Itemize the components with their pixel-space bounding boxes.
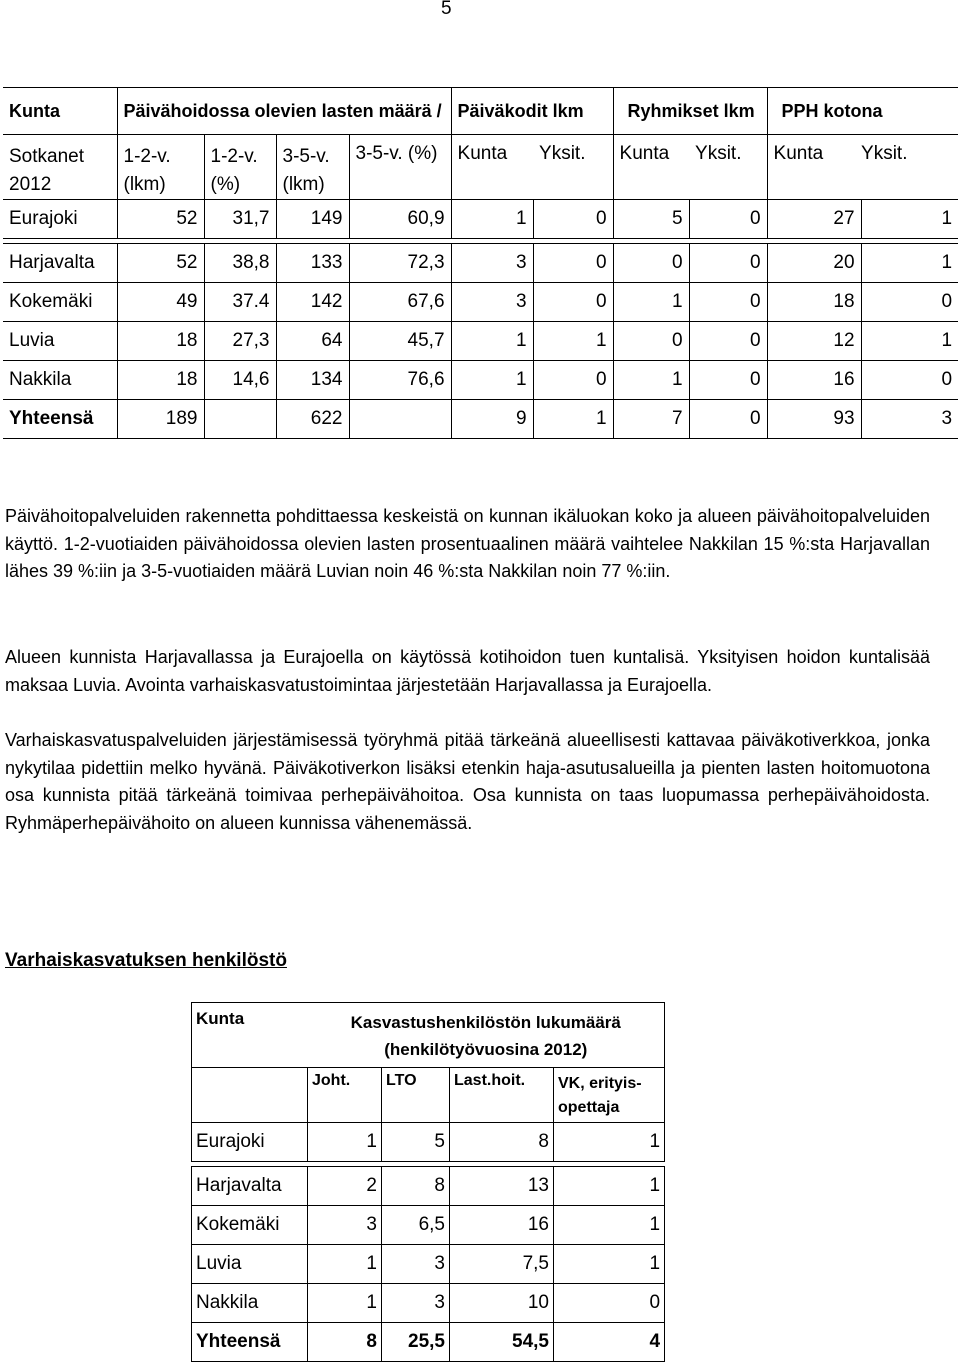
staff-header-row xyxy=(192,1003,665,1068)
header-kunta: Kunta xyxy=(3,88,117,135)
table-row: Nakkila 1 3 10 0 xyxy=(192,1284,665,1323)
table-row: Luvia 18 27,3 64 45,7 1 1 0 0 12 1 xyxy=(3,322,958,361)
subheader-kunta-3: Kunta xyxy=(767,135,861,200)
col-joht: Joht. xyxy=(308,1068,382,1123)
table-row: Eurajoki 52 31,7 149 60,9 1 0 5 0 27 1 xyxy=(3,200,958,239)
subheader-yksit-3: Yksit. xyxy=(861,143,908,164)
staff-columns-row xyxy=(192,1068,665,1123)
daycare-statistics-table xyxy=(3,87,958,439)
table-row: Kokemäki 49 37.4 142 67,6 3 0 1 0 18 0 xyxy=(3,283,958,322)
subheader-yksit-2: Yksit. xyxy=(695,143,742,164)
col-vk-erityisopettaja: VK, erityis- opettaja xyxy=(554,1068,665,1123)
staff-header-title: Kasvastushenkilöstön lukumäärä (henkilötyövuosina 2012) xyxy=(308,1003,665,1068)
subheader-kunta-1: Kunta xyxy=(451,135,533,200)
table-row: Luvia 1 3 7,5 1 xyxy=(192,1245,665,1284)
col-last-hoit: Last.hoit. xyxy=(450,1068,554,1123)
paragraph-service-network: Varhaiskasvatuspalveluiden järjestämisessä työryhmä pitää tärkeänä alueellisesti kattavaa päiväkotiverkkoa, jonka nykytilaa pidettiin melko hyvänä. Päiväkotiverkon lisäksi etenkin haja-asutusalueilla ja pienten lasten hoitomuotona osa kunnista pitää tärkeänä toimivaa perhepäivähoitoa. Osa kunnista on taas luopumassa perhepäivähoidosta. Ryhmäperhepäivähoito on alueen kunnissa vähenemässä. xyxy=(5,730,930,833)
subheader-kunta-2: Kunta xyxy=(613,135,689,200)
table-row: Harjavalta 52 38,8 133 72,3 3 0 0 0 20 1 xyxy=(3,244,958,283)
subheader-1-2-lkm: 1-2-v. (lkm) xyxy=(117,135,204,200)
page-number: 5 xyxy=(441,0,452,19)
table-header-row xyxy=(3,88,958,135)
header-children-count: Päivähoidossa olevien lasten määrä / xyxy=(117,88,451,135)
subheader-yksit-1: Yksit. xyxy=(539,143,586,164)
staff-header-kunta: Kunta xyxy=(192,1003,308,1068)
section-heading: Varhaiskasvatuksen henkilöstö xyxy=(5,950,287,971)
header-kindergartens: Päiväkodit lkm xyxy=(451,88,613,135)
paragraph-municipal-supplements: Alueen kunnista Harjavallassa ja Eurajoella on käytössä kotihoidon tuen kuntalisä. Yksityisen hoidon kuntalisää maksaa Luvia. Avointa varhaiskasvatustoimintaa järjestetään Harjavallassa ja Eurajoella. xyxy=(5,647,930,695)
header-group-family: Ryhmikset lkm xyxy=(613,88,767,135)
subheader-1-2-pct: 1-2-v. (%) xyxy=(204,135,276,200)
header-pph-home: PPH kotona xyxy=(767,88,958,135)
subheader-3-5-lkm: 3-5-v. (lkm) xyxy=(276,135,349,200)
table-row: Eurajoki 1 5 8 1 xyxy=(192,1123,665,1162)
table-total-row: Yhteensä 8 25,5 54,5 4 xyxy=(192,1323,665,1362)
table-row: Harjavalta 2 8 13 1 xyxy=(192,1167,665,1206)
col-lto: LTO xyxy=(382,1068,450,1123)
table-row: Nakkila 18 14,6 134 76,6 1 0 1 0 16 0 xyxy=(3,361,958,400)
table-row: Kokemäki 3 6,5 16 1 xyxy=(192,1206,665,1245)
subheader-3-5-pct: 3-5-v. (%) xyxy=(349,135,451,200)
table-subheader-row xyxy=(3,135,958,200)
subheader-source: Sotkanet 2012 xyxy=(9,146,84,195)
table-total-row: Yhteensä 189 622 9 1 7 0 93 3 xyxy=(3,400,958,439)
paragraph-age-groups: Päivähoitopalveluiden rakennetta pohdittaessa keskeistä on kunnan ikäluokan koko ja alueen päivähoitopalveluiden käyttö. 1-2-vuotiaiden päivähoidossa olevien lasten prosentuaalinen määrä vaihtelee Nakkilan 15 %:sta Harjavallan lähes 39 %:iin ja 3-5-vuotiaiden määrä Luvian noin 46 %:sta Nakkilan noin 77 %:iin. xyxy=(5,506,930,581)
staff-table xyxy=(191,1002,665,1362)
